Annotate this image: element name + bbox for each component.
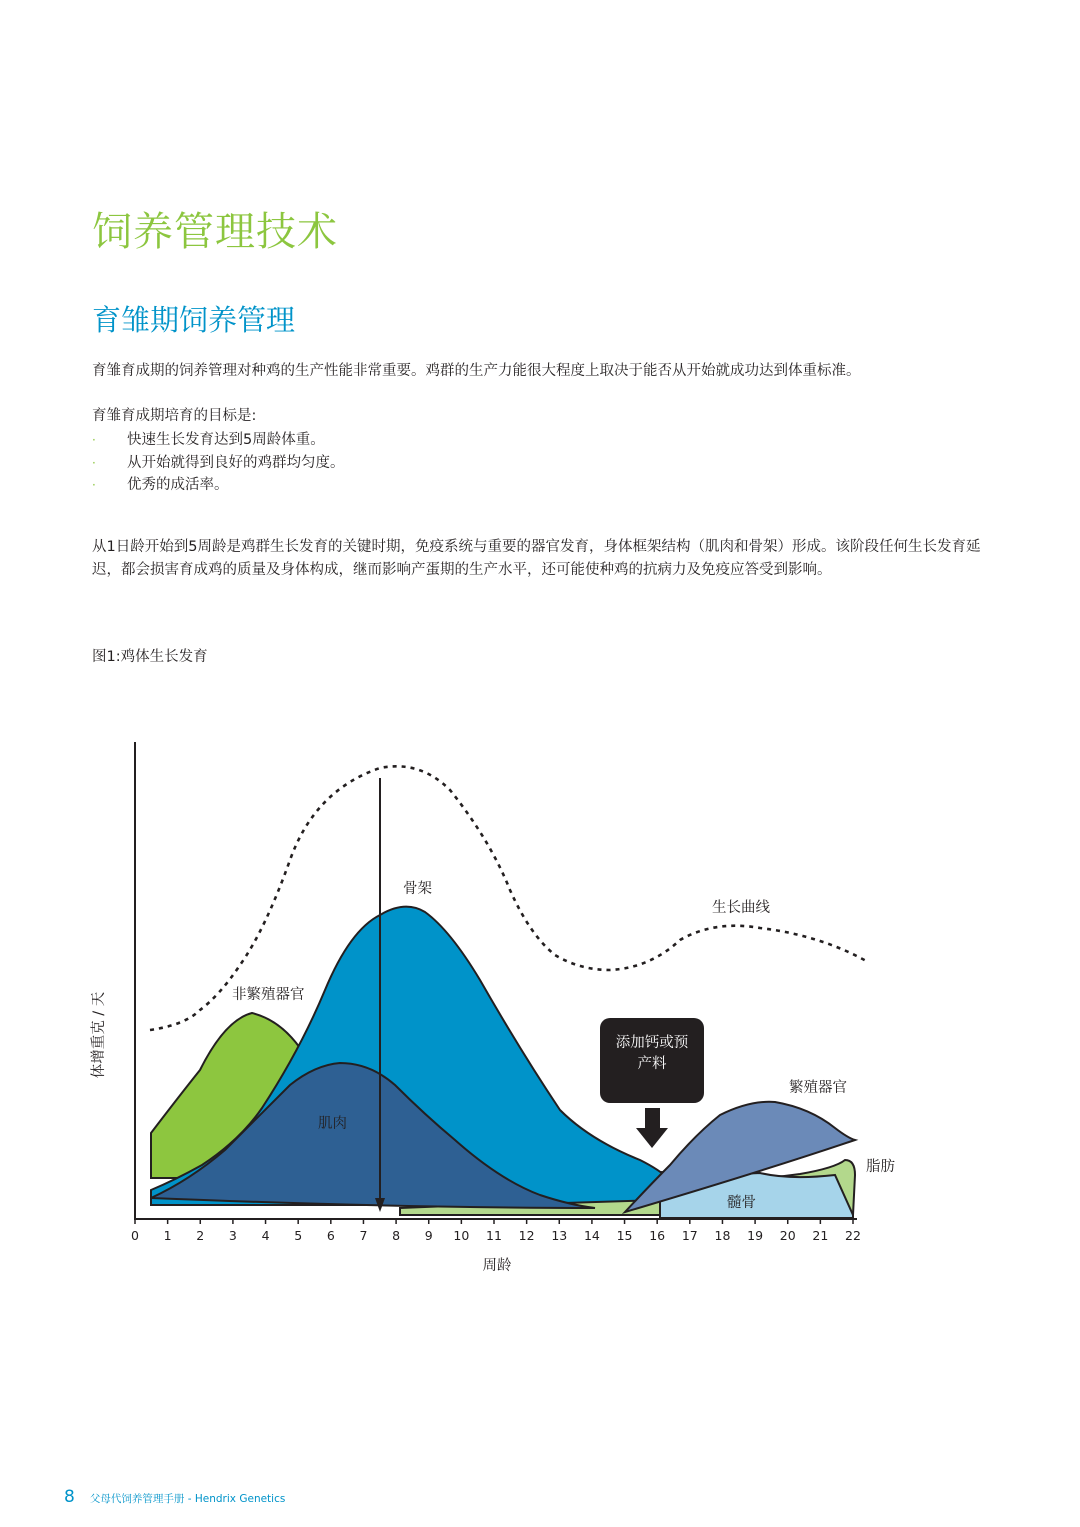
growth-chart [0, 700, 1080, 1300]
list-item: · 从开始就得到良好的鸡群均匀度。 [92, 452, 345, 475]
body-paragraph: 从1日龄开始到5周龄是鸡群生长发育的关键时期，免疫系统与重要的器官发育，身体框架结构（肌肉和骨架）形成。该阶段任何生长发育延迟，都会损害育成鸡的质量及身体构成，继而影响产蛋期的生产水平，还可能使种鸡的抗病力及免疫应答受到影响。 [92, 539, 981, 578]
x-tick-label: 1 [163, 1228, 172, 1243]
footer-text: 父母代饲养管理手册 - Hendrix Genetics [89, 1493, 286, 1505]
label-reproductive: 繁殖器官 [789, 1080, 847, 1096]
x-tick-label: 12 [518, 1228, 535, 1243]
x-tick-label: 11 [486, 1228, 502, 1243]
x-tick-label: 6 [326, 1228, 335, 1243]
x-tick-label: 7 [359, 1228, 368, 1243]
footer [64, 1487, 285, 1507]
x-tick-label: 8 [392, 1228, 401, 1243]
label-growth-curve: 生长曲线 [712, 900, 770, 916]
label-fat: 脂肪 [866, 1159, 895, 1175]
bullet-marker: · [92, 433, 96, 447]
list-item: · 优秀的成活率。 [92, 474, 345, 497]
x-tick-label: 15 [616, 1228, 633, 1243]
x-tick-label: 10 [453, 1228, 470, 1243]
x-tick-label: 13 [551, 1228, 568, 1243]
x-tick-label: 17 [681, 1228, 698, 1243]
x-tick-label: 3 [228, 1228, 237, 1243]
x-axis-label: 周龄 [482, 1258, 512, 1274]
goals-list [92, 429, 345, 497]
list-item: · 快速生长发育达到5周龄体重。 [92, 429, 345, 452]
x-ticks [131, 1219, 861, 1243]
x-tick-label: 21 [812, 1228, 829, 1243]
section-title: 育雏期饲养管理 [92, 303, 296, 337]
label-muscle: 肌肉 [318, 1116, 347, 1132]
x-tick-label: 18 [714, 1228, 731, 1243]
figure-caption: 图1:鸡体生长发育 [92, 649, 208, 665]
label-non-reproductive: 非繁殖器官 [232, 987, 305, 1003]
x-tick-label: 4 [261, 1228, 270, 1243]
callout-arrow-shaft [645, 1108, 660, 1130]
x-tick-label: 20 [779, 1228, 796, 1243]
x-tick-label: 9 [424, 1228, 433, 1243]
bullet-marker: · [92, 478, 96, 492]
y-axis-label: 体增重克 / 天 [91, 991, 107, 1079]
x-tick-label: 2 [196, 1228, 205, 1243]
callout-text-line1: 添加钙或预 [615, 1035, 689, 1051]
page-title: 饲养管理技术 [92, 209, 338, 255]
callout-arrowhead [636, 1128, 668, 1148]
goals-heading: 育雏育成期培育的目标是: [92, 408, 257, 424]
page-number: 8 [64, 1487, 75, 1507]
x-tick-label: 16 [649, 1228, 666, 1243]
intro-paragraph: 育雏育成期的饲养管理对种鸡的生产性能非常重要。鸡群的生产力能很大程度上取决于能否从开始就成功达到体重标准。 [92, 363, 861, 379]
bullet-marker: · [92, 455, 96, 470]
callout-text-line2: 产料 [637, 1056, 667, 1072]
x-tick-label: 0 [131, 1228, 139, 1243]
x-tick-label: 22 [845, 1228, 861, 1243]
label-skeleton: 骨架 [403, 881, 432, 897]
x-tick-label: 19 [747, 1228, 764, 1243]
label-marrow: 髓骨 [727, 1195, 756, 1211]
x-tick-label: 14 [583, 1228, 600, 1243]
x-tick-label: 5 [294, 1228, 303, 1243]
